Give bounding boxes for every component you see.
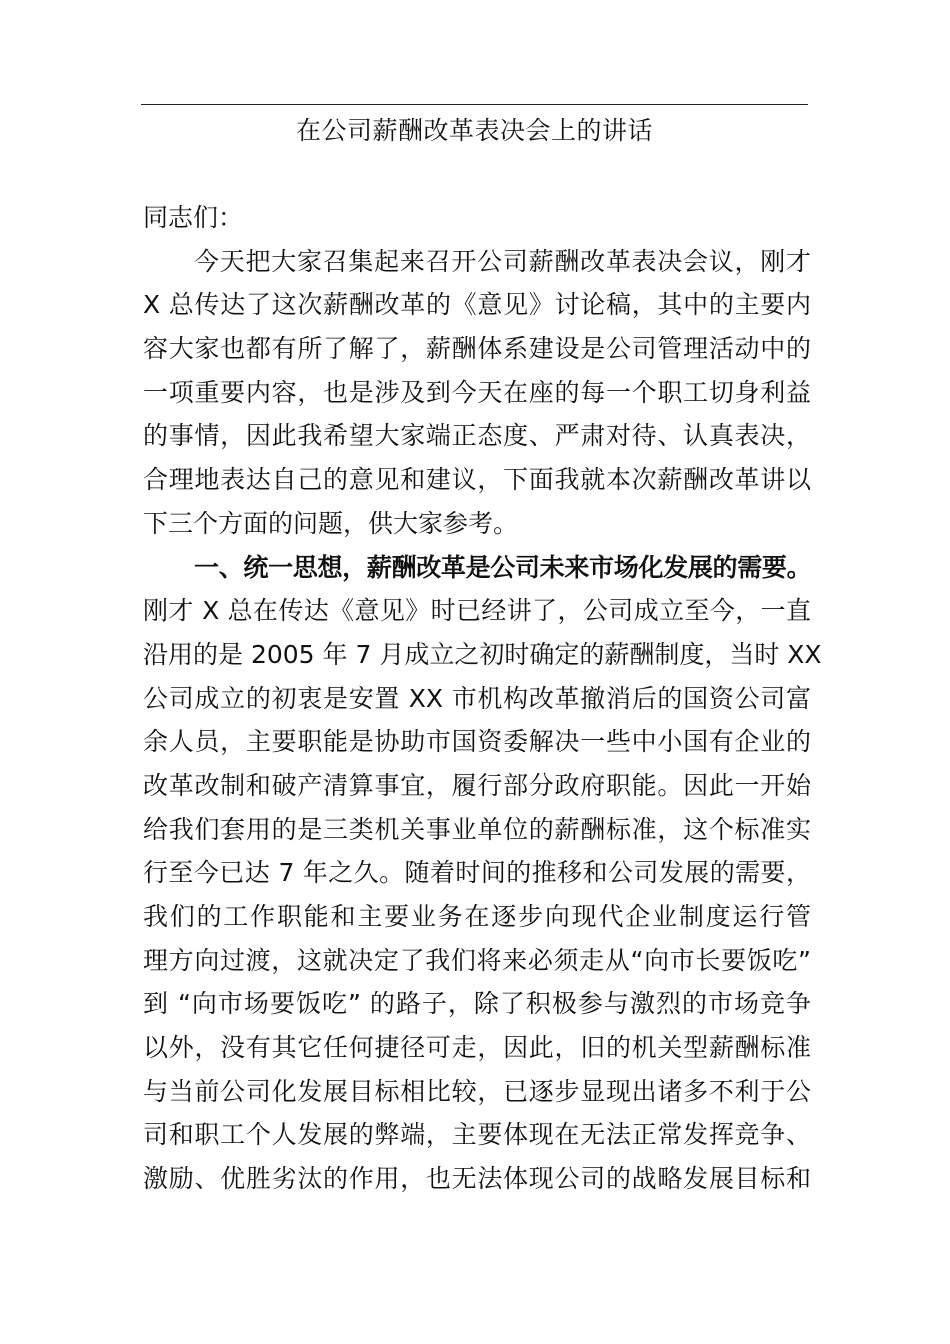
salutation-line: 同志们：	[143, 203, 244, 232]
paragraph-line: 以外，没有其它任何捷径可走，因此，旧的机关型薪酬标准	[143, 1033, 811, 1063]
paragraph-line: 理方向过渡，这就决定了我们将来必须走从“向市长要饭吃”	[143, 945, 811, 975]
paragraph-line: 刚才 X 总在传达《意见》时已经讲了，公司成立至今，一直	[143, 596, 811, 626]
paragraph-line: 给我们套用的是三类机关事业单位的薪酬标准，这个标准实	[143, 814, 811, 844]
document-body	[143, 196, 822, 1201]
paragraph-line: 沿用的是 2005 年 7 月成立之初时确定的薪酬制度，当时 XX	[143, 639, 822, 669]
paragraph-line: 到 “向市场要饭吃” 的路子，除了积极参与激烈的市场竞争	[143, 989, 811, 1019]
paragraph-line: 司和职工个人发展的弊端，主要体现在无法正常发挥竞争、	[143, 1120, 811, 1150]
paragraph-line: 我们的工作职能和主要业务在逐步向现代企业制度运行管	[143, 902, 811, 931]
paragraph-line: X 总传达了这次薪酬改革的《意见》讨论稿，其中的主要内	[143, 290, 811, 320]
header-rule	[141, 104, 808, 105]
section-heading: 一、统一思想，薪酬改革是公司未来市场化发展的需要。	[194, 552, 811, 582]
paragraph-line: 与当前公司化发展目标相比较，已逐步显现出诸多不利于公	[143, 1076, 811, 1106]
paragraph-line: 改革改制和破产清算事宜，履行部分政府职能。因此一开始	[143, 770, 811, 800]
paragraph-line: 今天把大家召集起来召开公司薪酬改革表决会议，刚才	[194, 246, 811, 276]
paragraph-line: 激励、优胜劣汰的作用，也无法体现公司的战略发展目标和	[143, 1164, 811, 1194]
paragraph-line: 一项重要内容，也是涉及到今天在座的每一个职工切身利益	[143, 377, 811, 407]
paragraph-line: 余人员，主要职能是协助市国资委解决一些中小国有企业的	[143, 727, 811, 757]
paragraph-line: 合理地表达自己的意见和建议，下面我就本次薪酬改革讲以	[143, 465, 811, 495]
document-title: 在公司薪酬改革表决会上的讲话	[295, 116, 653, 145]
paragraph-line: 容大家也都有所了解了，薪酬体系建设是公司管理活动中的	[143, 334, 811, 364]
paragraph-line: 行至今已达 7 年之久。随着时间的推移和公司发展的需要，	[143, 858, 811, 888]
paragraph-line: 的事情，因此我希望大家端正态度、严肃对待、认真表决，	[143, 421, 811, 451]
paragraph-line: 公司成立的初衷是安置 XX 市机构改革撤消后的国资公司富	[143, 683, 811, 713]
paragraph-line: 下三个方面的问题，供大家参考。	[143, 508, 519, 538]
